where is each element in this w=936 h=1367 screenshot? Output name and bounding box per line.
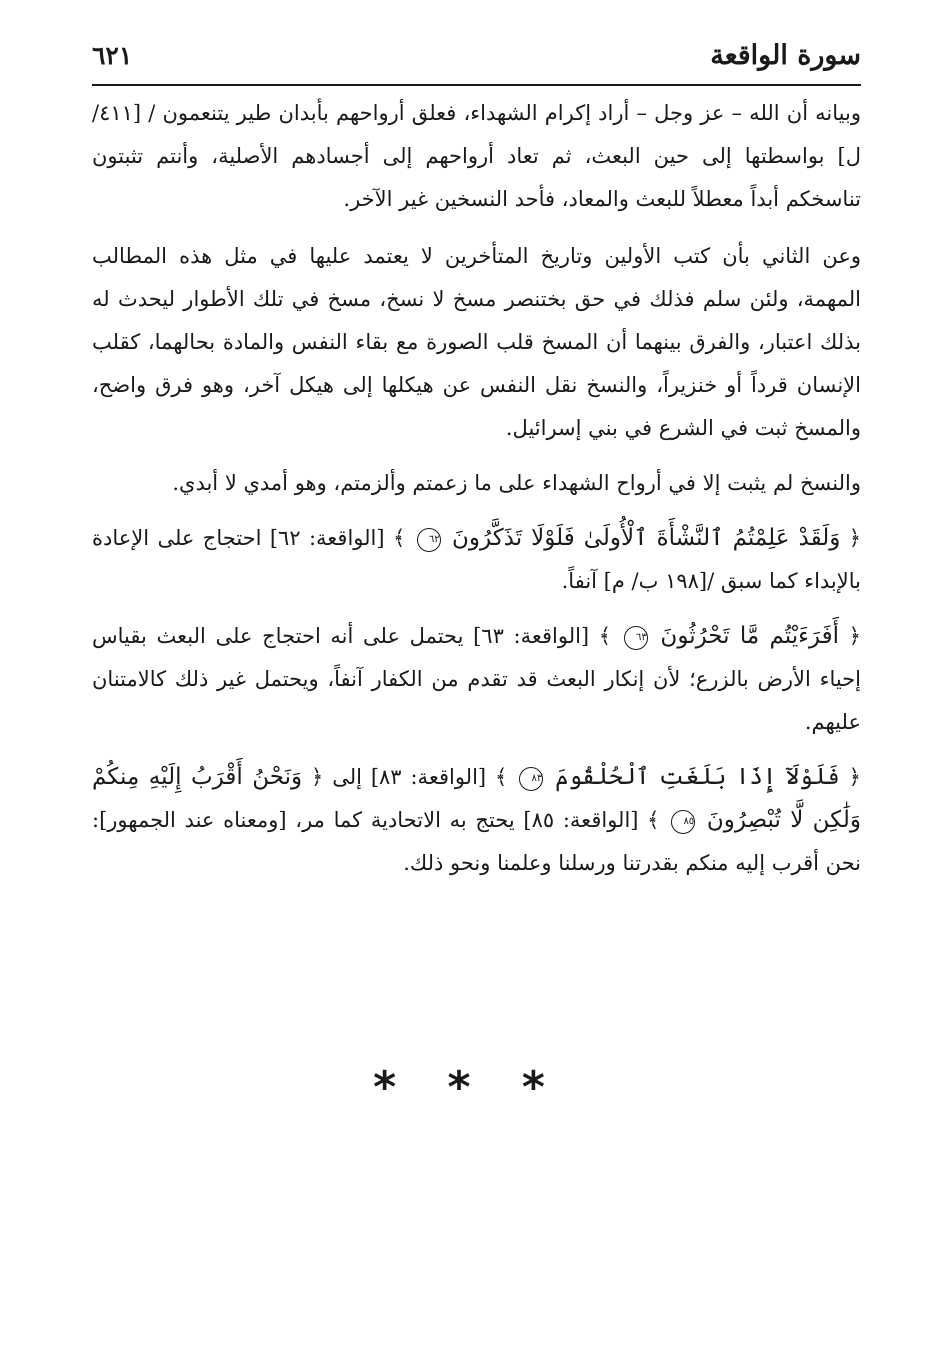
verse-open-bracket: ﴿ (311, 765, 324, 789)
paragraph-1 (92, 92, 861, 221)
paragraph-2 (92, 235, 861, 450)
verse-close-bracket: ﴾ (392, 526, 406, 550)
verse-reference-link: [الواقعة: ٨٣] إلى (332, 765, 487, 789)
verse-open-bracket: ﴿ (848, 624, 861, 648)
verse-close-bracket: ﴾ (598, 624, 612, 648)
verse-close-bracket: ﴾ (647, 808, 660, 832)
header-divider (92, 84, 861, 86)
paragraph-4-text: [الواقعة: ٦٢] احتجاج على الإعادة بالإبداء كما سبق /[١٩٨ ب/ م] آنفاً. (92, 526, 861, 593)
quran-verse: وَلَقَدْ عَلِمْتُمُ ٱلنَّشْأَةَ ٱلْأُولَىٰ فَلَوْلَا تَذَكَّرُونَ (452, 525, 841, 551)
ayah-number-marker: ٦٢ (417, 528, 441, 552)
paragraph-4 (92, 517, 861, 603)
verse-open-bracket: ﴿ (848, 526, 861, 550)
quran-verse: أَفَرَءَيْتُم مَّا تَحْرُثُونَ (660, 623, 839, 649)
page-number: ٦٢١ (92, 41, 133, 70)
paragraph-5 (92, 615, 861, 744)
verse-open-bracket: ﴿ (848, 765, 861, 789)
paragraph-2-text: وعن الثاني بأن كتب الأولين وتاريخ المتأخرين لا يعتمد عليها في مثل هذه المطالب المهمة، ولئن سلم فذلك في حق بختنصر مسخ لا نسخ، مسخ في تلك الأطوار ليحدث له بذلك اعتبار، والفرق بينهما أن المسخ قلب الصورة مع بقاء النفس والمادة بحالهما، كقلب الإنسان قرداً أو خنزيراً، والنسخ نقل النفس عن هيكلها إلى هيكل آخر، وهو فرق واضح، والمسخ ثبت في الشرع في بني إسرائيل. (92, 244, 861, 440)
quran-verse: فَلَوْلَآ إِذَا بَلَغَتِ ٱلْحُلْقُومَ (555, 764, 840, 790)
paragraph-1-text: وبيانه أن الله – عز وجل – أراد إكرام الشهداء، فعلق أرواحهم بأبدان طير يتنعمون / [٤١١/ ل] بواسطتها إلى حين البعث، ثم تعاد أرواحهم إلى أجسادهم الأصلية، وأنتم تثبتون تناسخكم أبداً معطلاً للبعث والمعاد، فأحد النسخين غير الآخر. (92, 101, 861, 211)
page-header (92, 28, 861, 76)
paragraph-6 (92, 756, 861, 885)
ayah-number-marker: ٦٣ (624, 626, 648, 650)
paragraph-5-text: [الواقعة: ٦٣] يحتمل على أنه احتجاج على البعث بقياس إحياء الأرض بالزرع؛ لأن إنكار البعث قد تقدم من الكفار آنفاً، ويحتمل غير ذلك كالامتنان عليهم. (92, 624, 861, 734)
surah-title: سورة الواقعة (710, 40, 861, 71)
section-separator: * * * (373, 1062, 563, 1113)
paragraph-3-text: والنسخ لم يثبت إلا في أرواح الشهداء على ما زعمتم وألزمتم، وهو أمدي لا أبدي. (172, 471, 861, 495)
ayah-number-marker: ٨٥ (671, 810, 695, 834)
paragraph-6-text: [الواقعة: ٨٥] يحتج به الاتحادية كما مر، [ومعناه عند الجمهور]: نحن أقرب إليه منكم بقدرتنا ورسلنا وعلمنا ونحو ذلك. (92, 808, 861, 875)
page-body (92, 92, 861, 897)
paragraph-3 (92, 462, 861, 505)
ayah-number-marker: ٨٣ (519, 767, 543, 791)
verse-close-bracket: ﴾ (495, 765, 508, 789)
quran-verse: وَنَحْنُ أَقْرَبُ إِلَيْهِ مِنكُمْ وَلَٰكِن لَّا تُبْصِرُونَ (92, 764, 861, 833)
